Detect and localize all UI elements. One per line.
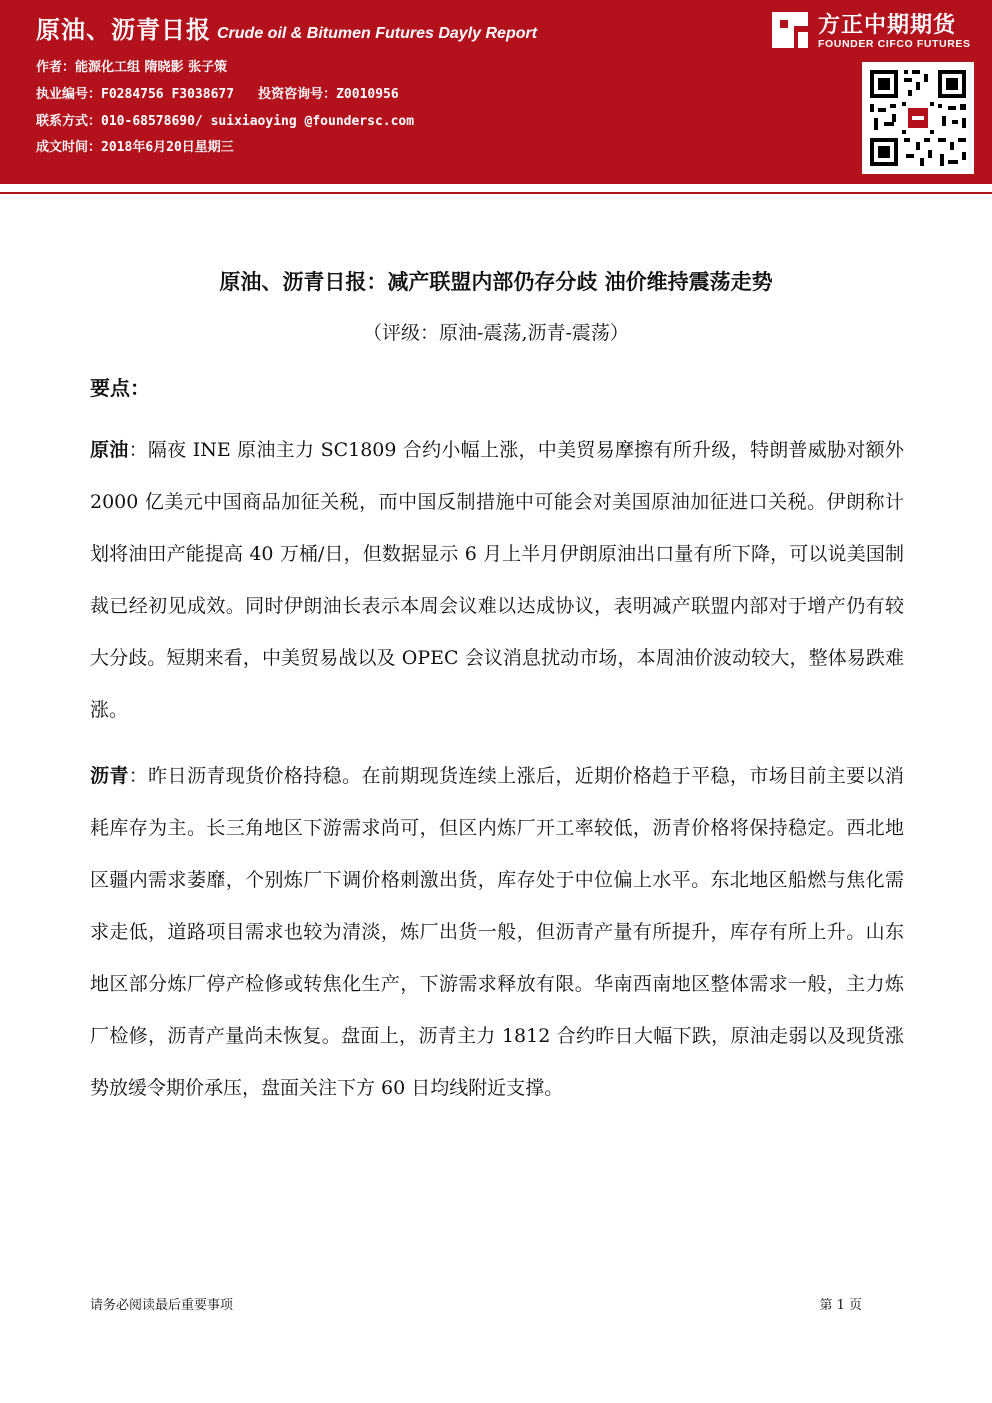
author-value: 能源化工组 隋晓影 张子策 [75, 60, 228, 75]
bitumen-lead: 沥青 [90, 765, 129, 787]
consult-label: 投资咨询号： [258, 87, 337, 102]
bitumen-line: 场目前主要以消耗库存为主。长三角地区下游需求尚可，但区内炼厂开工率较低， [90, 765, 904, 839]
crude-line: 普威胁对额外 2000 亿美元中国商品加征关税，而中国反制措施中可能会对美国 [90, 439, 904, 513]
contact-value[interactable]: 010-68578690/ suixiaoying @foundersc.com [101, 114, 415, 129]
crude-line: 示本周会议难以达成协议，表明减产联盟内部对于增产仍有较大分歧。短期来看， [90, 595, 904, 669]
date-line [36, 136, 234, 155]
author-line [36, 56, 227, 75]
contact-label: 联系方式： [36, 114, 102, 129]
bitumen-line: 修，沥青产量尚未恢复。盘面上，沥青主力 1812 合约昨日大幅下跌，原油走弱 [128, 1025, 808, 1047]
rating-line: （评级：原油-震荡,沥青-震荡） [363, 322, 629, 344]
crude-line: ：隔夜 INE 原油主力 SC1809 合约小幅上涨，中美贸易摩擦有所升级，特朗 [128, 439, 789, 461]
bitumen-line: ：昨日沥青现货价格持稳。在前期现货连续上涨后，近期价格趋于平稳，市 [128, 765, 769, 787]
bitumen-line: 沥青价格将保持稳定。西北地区疆内需求萎靡，个别炼厂下调价格刺激出货，库 [90, 817, 904, 891]
qr-code-icon [862, 62, 974, 174]
license-value: F0284756 F3038677 [101, 87, 235, 102]
bitumen-line: 存处于中位偏上水平。东北地区船燃与焦化需求走低，道路项目需求也较为清淡， [90, 869, 904, 943]
report-title-cn: 原油、沥青日报 [36, 16, 211, 44]
crude-line: 半月伊朗原油出口量有所下降，可以说美国制裁已经初见成效。同时伊朗油长表 [90, 543, 904, 617]
company-logo [770, 8, 990, 58]
bitumen-paragraph [90, 750, 904, 1114]
report-header [0, 0, 992, 184]
date-label: 成文时间： [36, 140, 102, 155]
crude-line: 原油加征进口关税。伊朗称计划将油田产能提高 40 万桶/日，但数据显示 6 月上 [90, 491, 904, 565]
author-label: 作者： [36, 60, 76, 75]
report-title-en: Crude oil & Bitumen Futures Dayly Report [217, 25, 538, 42]
bitumen-line: 修或转焦化生产，下游需求释放有限。华南西南地区整体需求一般，主力炼厂检 [90, 973, 904, 1047]
crude-oil-paragraph [90, 424, 904, 736]
key-points-heading: 要点： [90, 376, 150, 400]
page-number: 第 1 页 [819, 1298, 862, 1313]
consult-value: Z0010956 [336, 87, 399, 102]
license-line [36, 83, 399, 102]
report-title [36, 10, 537, 45]
contact-line [36, 110, 414, 129]
date-value: 2018年6月20日星期三 [101, 140, 234, 155]
bitumen-line: 以及现货涨势放缓令期价承压，盘面关注下方 60 日均线附近支撑。 [90, 1025, 904, 1099]
logo-name-en: FOUNDER CIFCO FUTURES [818, 38, 971, 50]
crude-line: 中美贸易战以及 OPEC 会议消息扰动市场，本周油价波动较大，整体易跌难涨。 [90, 647, 904, 721]
license-label: 执业编号： [36, 87, 102, 102]
founder-logo-icon [770, 10, 810, 50]
footer-notice: 请务必阅读最后重要事项 [90, 1298, 234, 1313]
logo-name-cn: 方正中期期货 [818, 13, 957, 38]
bitumen-line: 炼厂出货一般，但沥青产量有所提升，库存有所上升。山东地区部分炼厂停产检 [90, 921, 904, 995]
header-divider [0, 184, 992, 194]
crude-oil-lead: 原油 [90, 439, 129, 461]
document-title: 原油、沥青日报：减产联盟内部仍存分歧 油价维持震荡走势 [219, 270, 773, 294]
